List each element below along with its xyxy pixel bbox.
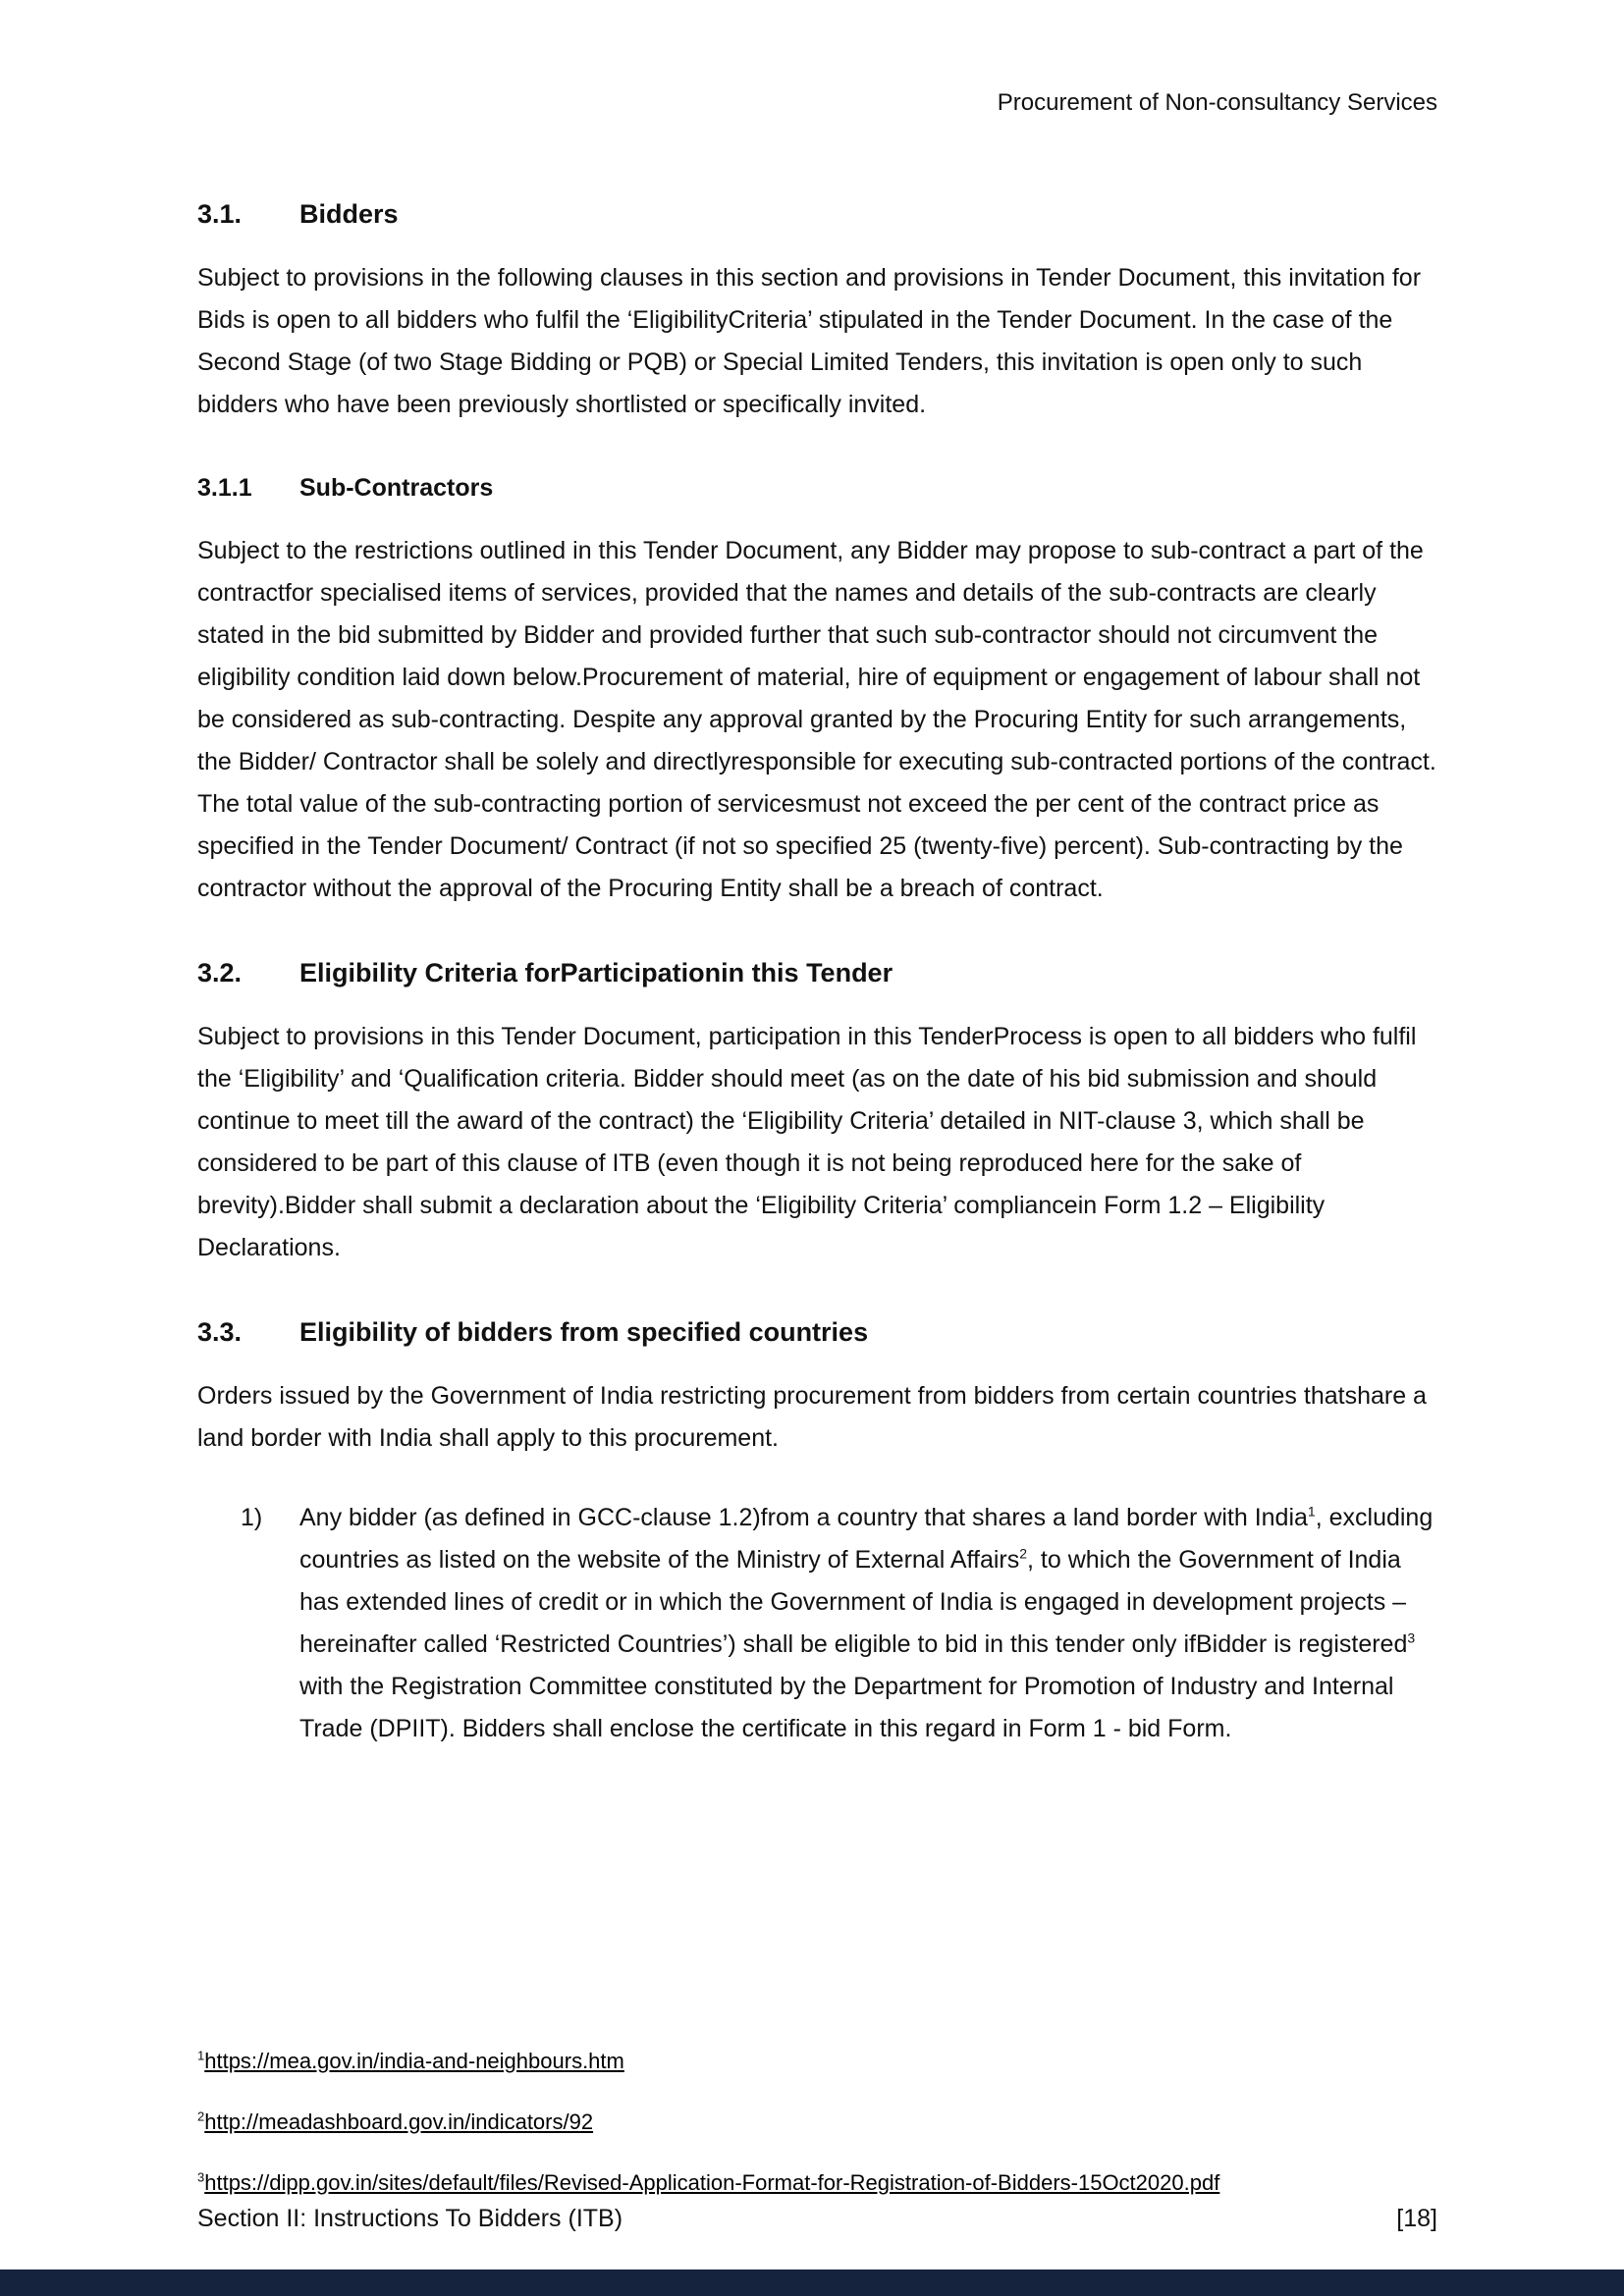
bottom-bar bbox=[0, 2269, 1624, 2296]
heading-title: Eligibility Criteria forParticipationin this Tender bbox=[299, 958, 893, 988]
paragraph-3-1: Subject to provisions in the following clauses in this section and provisions in Tender Document, this invitation for Bids is open to all bidders who fulfil the ‘EligibilityCriteria’ stipulated in the Tender Document. In the case of the Second Stage (of two Stage Bidding or PQB) or Special Limited Tenders, this invitation is open only to such bidders who have been previously shortlisted or specifically invited. bbox=[197, 264, 1422, 418]
footnote-ref-1: 1 bbox=[1307, 1503, 1316, 1520]
footnote-number: 2 bbox=[197, 2109, 205, 2124]
paragraph-3-3: Orders issued by the Government of India restricting procurement from bidders from certain countries thatshare a land border with India shall apply to this procurement. bbox=[197, 1382, 1427, 1452]
footnote-link-1[interactable]: https://mea.gov.in/india-and-neighbours.htm bbox=[204, 2049, 624, 2073]
section-heading-3-2 bbox=[197, 955, 1437, 990]
paragraph-3-2: Subject to provisions in this Tender Document, participation in this TenderProcess is open to all bidders who fulfil the ‘Eligibility’ and ‘Qualification criteria. Bidder should meet (as on the date of his bid submission and should continue to meet till the award of the contract) the ‘Eligibility Criteria’ detailed in NIT-clause 3, which shall be considered to be part of this clause of ITB (even though it is not being reproduced here for the sake of brevity).Bidder shall submit a declaration about the ‘Eligibility Criteria’ compliancein Form 1.2 – Eligibility Declarations. bbox=[197, 1023, 1417, 1261]
footnote-area bbox=[197, 2045, 1437, 2235]
text-segment: Any bidder (as defined in GCC-clause 1.2)from a country that shares a land border with India bbox=[299, 1504, 1308, 1531]
heading-number: 3.1.1 bbox=[197, 474, 252, 502]
footnote-link-3[interactable]: https://dipp.gov.in/sites/default/files/Revised-Application-Format-for-Registration-of-Bidders-15Oct2020.pdf bbox=[204, 2170, 1220, 2195]
footnote-link-2[interactable]: http://meadashboard.gov.in/indicators/92 bbox=[204, 2109, 594, 2134]
heading-title: Eligibility of bidders from specified countries bbox=[299, 1317, 869, 1347]
footnote-number: 1 bbox=[197, 2048, 205, 2063]
footer-section-label: Section II: Instructions To Bidders (ITB) bbox=[197, 2205, 623, 2232]
text-segment: with the Registration Committee constituted by the Department for Promotion of Industry and Internal Trade (DPIIT). Bidders shall enclose the certificate in this regard in Form 1 - bid Form. bbox=[299, 1673, 1394, 1742]
footnote-ref-3: 3 bbox=[1407, 1629, 1416, 1646]
footnote-3 bbox=[197, 2166, 1437, 2200]
text-segment: , to which the Government of India has extended lines of credit or in which the Government of India is engaged in development projects – hereinafter called ‘Restricted Countries’) shall be eligible to bid in this tender only ifBidder is registered bbox=[299, 1546, 1408, 1658]
paragraph-3-1-1: Subject to the restrictions outlined in this Tender Document, any Bidder may propose to sub-contract a part of the contractfor specialised items of services, provided that the names and details of the sub-contracts are clearly stated in the bid submitted by Bidder and provided further that such sub-contractor should not circumvent the eligibility condition laid down below.Procurement of material, hire of equipment or engagement of labour shall not be considered as sub-contracting. Despite any approval granted by the Procuring Entity for such arrangements, the Bidder/ Contractor shall be solely and directlyresponsible for executing sub-contracted portions of the contract. The total value of the sub-contracting portion of servicesmust not exceed the per cent of the contract price as specified in the Tender Document/ Contract (if not so specified 25 (twenty-five) percent). Sub-contracting by the contractor without the approval of the Procuring Entity shall be a breach of contract. bbox=[197, 537, 1436, 902]
footnote-number: 3 bbox=[197, 2169, 205, 2185]
heading-number: 3.2. bbox=[197, 958, 243, 988]
list-item-1 bbox=[197, 1497, 1437, 1750]
text-segment: , excluding countries as listed on the website of the Ministry of External Affairs bbox=[299, 1504, 1434, 1574]
section-heading-3-3 bbox=[197, 1314, 1437, 1350]
section-heading-3-1 bbox=[197, 196, 1437, 232]
list-item-number: 1) bbox=[241, 1504, 263, 1531]
heading-number: 3.1. bbox=[197, 199, 243, 229]
document-header: Procurement of Non-consultancy Services bbox=[997, 89, 1437, 116]
footnote-2 bbox=[197, 2106, 1437, 2139]
footnote-ref-2: 2 bbox=[1019, 1545, 1028, 1562]
footnote-1 bbox=[197, 2045, 1437, 2078]
section-heading-3-1-1 bbox=[197, 471, 1437, 505]
page-number: [18] bbox=[1396, 2205, 1437, 2232]
heading-title: Bidders bbox=[299, 199, 399, 229]
page-footer bbox=[197, 2202, 1437, 2235]
heading-title: Sub-Contractors bbox=[299, 474, 494, 502]
heading-number: 3.3. bbox=[197, 1317, 243, 1347]
